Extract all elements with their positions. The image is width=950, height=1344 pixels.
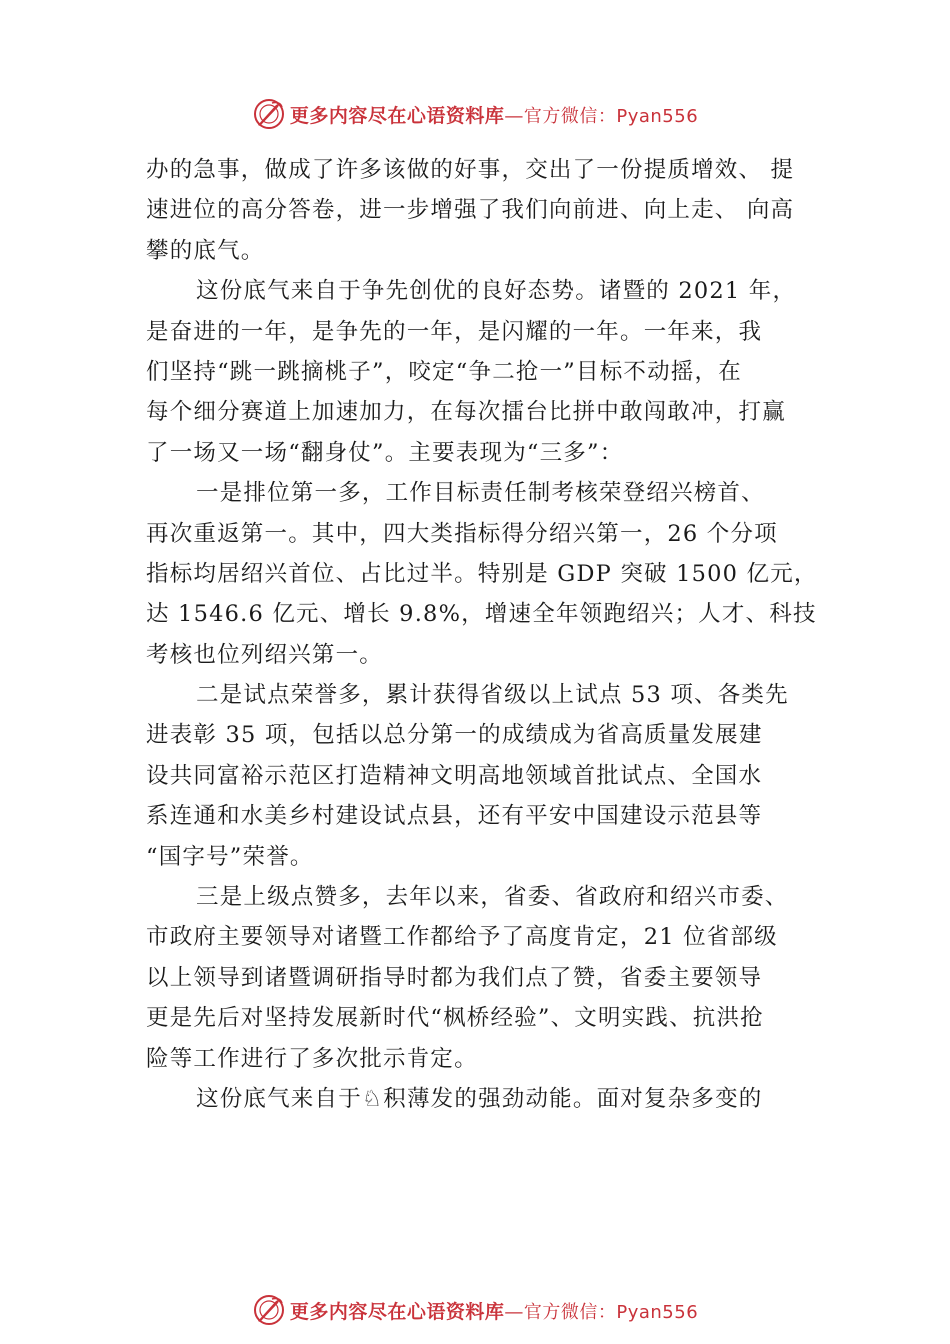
text-line: 攀的底气。 <box>146 237 265 264</box>
header-brand: 更多内容尽在心语资料库 <box>289 104 505 127</box>
quill-seal-icon <box>252 1293 286 1327</box>
footer-text <box>290 1297 698 1324</box>
paragraph-1 <box>146 150 828 271</box>
text-line: “国字号”荣誉。 <box>146 843 314 870</box>
text-line: 二是试点荣誉多，累计获得省级以上试点 53 项、各类先 <box>196 682 789 709</box>
header-banner <box>0 94 950 134</box>
header-text <box>290 101 698 128</box>
footer-wechat: 官方微信：Pyan556 <box>523 1301 699 1323</box>
text-line: 达 1546.6 亿元、增长 9.8%，增速全年领跑绍兴；人才、科技 <box>146 601 817 628</box>
text-line: 这份底气来自于争先创优的良好态势。诸暨的 2021 年， <box>196 278 797 305</box>
text-line: 市政府主要领导对诸暨工作都给予了高度肯定，21 位省部级 <box>146 924 778 951</box>
text-line: 办的急事，做成了许多该做的好事，交出了一份提质增效、 提 <box>146 157 795 183</box>
text-line: 每个细分赛道上加速加力，在每次擂台比拼中敢闯敢冲，打赢 <box>146 399 786 426</box>
paragraph-5 <box>146 877 828 1079</box>
header-separator: — <box>504 104 524 127</box>
text-line: 速进位的高分答卷，进一步增强了我们向前进、向上走、 向高 <box>146 197 795 224</box>
text-line: 一是排位第一多，工作目标责任制考核荣登绍兴榜首、 <box>196 480 765 507</box>
text-line: 是奋进的一年，是争先的一年，是闪耀的一年。一年来，我 <box>146 318 763 345</box>
text-line: 系连通和水美乡村建设试点县，还有平安中国建设示范县等 <box>146 803 763 830</box>
text-line: 考核也位列绍兴第一。 <box>146 641 384 668</box>
text-line: 以上领导到诸暨调研指导时都为我们点了赞，省委主要领导 <box>146 964 763 991</box>
document-body <box>146 150 828 1119</box>
header-wechat: 官方微信：Pyan556 <box>523 105 699 127</box>
footer-brand: 更多内容尽在心语资料库 <box>289 1300 505 1323</box>
paragraph-4 <box>146 675 828 877</box>
text-line: 三是上级点赞多，去年以来，省委、省政府和绍兴市委、 <box>196 884 789 911</box>
text-line: 们坚持“跳一跳摘桃子”，咬定“争二抢一”目标不动摇，在 <box>146 358 742 385</box>
quill-seal-icon <box>252 97 286 131</box>
footer-banner <box>0 1290 950 1330</box>
text-line: 再次重返第一。其中，四大类指标得分绍兴第一，26 个分项 <box>146 520 778 547</box>
text-line: 更是先后对坚持发展新时代“枫桥经验”、文明实践、抗洪抢 <box>146 1005 764 1032</box>
text-line: 了一场又一场“翻身仗”。主要表现为“三多”： <box>146 439 624 466</box>
paragraph-6 <box>146 1079 828 1119</box>
text-line: 指标均居绍兴首位、占比过半。特别是 GDP 突破 1500 亿元， <box>146 560 818 587</box>
text-line: 险等工作进行了多次批示肯定。 <box>146 1045 478 1072</box>
text-line: 这份底气来自于♘积薄发的强劲动能。面对复杂多变的 <box>196 1085 763 1112</box>
footer-separator: — <box>504 1300 524 1323</box>
text-line: 进表彰 35 项，包括以总分第一的成绩成为省高质量发展建 <box>146 722 763 749</box>
text-line: 设共同富裕示范区打造精神文明高地领域首批试点、全国水 <box>146 762 763 789</box>
paragraph-3 <box>146 473 828 675</box>
paragraph-2 <box>146 271 828 473</box>
